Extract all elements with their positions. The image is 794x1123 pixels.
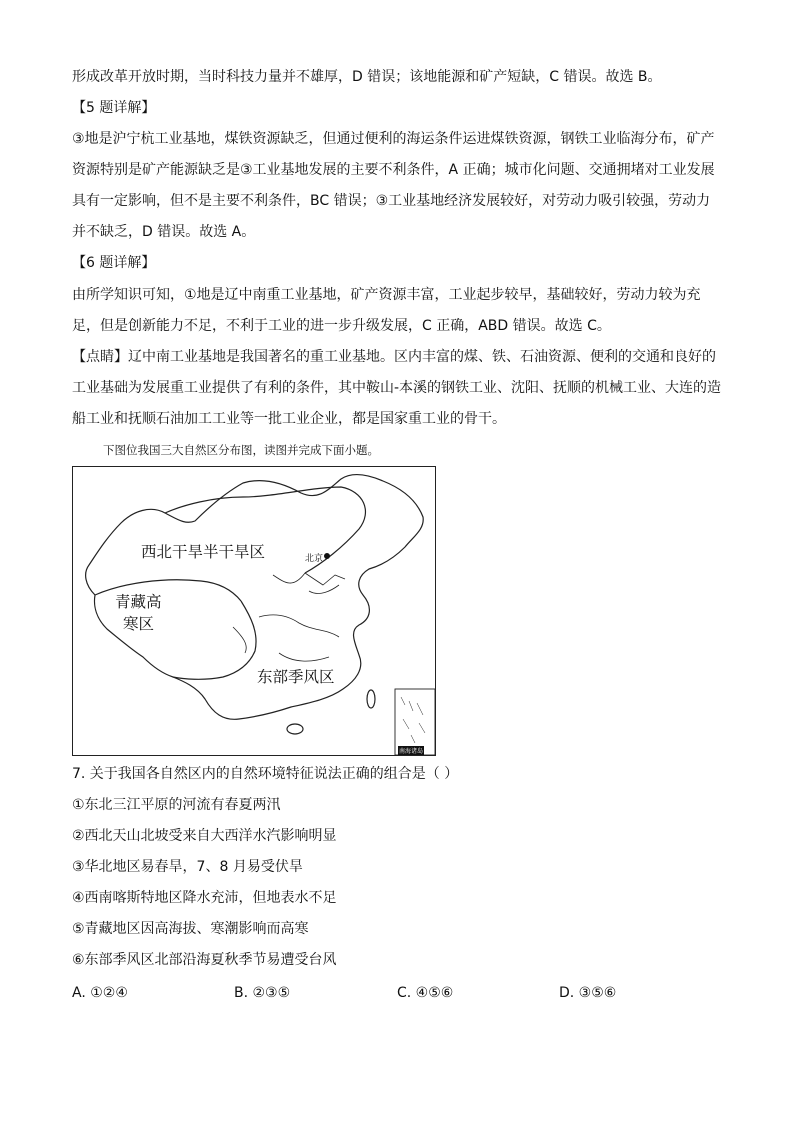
q5-explanation-line: 具有一定影响，但不是主要不利条件，BC 错误；③工业基地经济发展较好，对劳动力吸引较强，劳动力 bbox=[72, 193, 711, 209]
q5-explanation-line: 资源特别是矿产能源缺乏是③工业基地发展的主要不利条件，A 正确；城市化问题、交通拥堵对工业发展 bbox=[72, 162, 715, 178]
q5-explanation-line: ③地是沪宁杭工业基地，煤铁资源缺乏，但通过便利的海运条件运进煤铁资源，钢铁工业临海分布，矿产 bbox=[72, 131, 715, 147]
region-label-qinghai-tibet: 青藏高 bbox=[115, 593, 162, 611]
option-a[interactable]: A. ①②④ bbox=[72, 985, 128, 1001]
statement-item: ④西南喀斯特地区降水充沛，但地表水不足 bbox=[72, 890, 337, 906]
statement-item: ⑤青藏地区因高海拔、寒潮影响而高寒 bbox=[72, 921, 309, 937]
china-outline-drawing bbox=[73, 467, 435, 755]
answer-options bbox=[72, 983, 732, 1003]
map-caption: 下图位我国三大自然区分布图，读图并完成下面小题。 bbox=[103, 443, 379, 457]
china-natural-regions-map bbox=[72, 466, 436, 756]
statement-item: ③华北地区易春旱，7、8 月易受伏旱 bbox=[72, 859, 303, 875]
region-label-east-monsoon: 东部季风区 bbox=[257, 668, 335, 686]
q6-explanation-line: 足，但是创新能力不足，不利于工业的进一步升级发展，C 正确，ABD 错误。故选 C。 bbox=[72, 318, 611, 334]
tip-line: 船工业和抚顺石油加工工业等一批工业企业，都是国家重工业的骨干。 bbox=[72, 411, 506, 427]
option-c[interactable]: C. ④⑤⑥ bbox=[397, 985, 454, 1001]
statement-item: ②西北天山北坡受来自大西洋水汽影响明显 bbox=[72, 828, 337, 844]
q5-explanation-header: 【5 题详解】 bbox=[72, 100, 156, 116]
tip-line: 【点睛】辽中南工业基地是我国著名的重工业基地。区内丰富的煤、铁、石油资源、便利的交通和良好的 bbox=[72, 349, 716, 365]
question-stem: 7. 关于我国各自然区内的自然环境特征说法正确的组合是（ ） bbox=[72, 766, 459, 782]
option-b[interactable]: B. ②③⑤ bbox=[234, 985, 291, 1001]
beijing-dot bbox=[324, 553, 330, 559]
answer-text-line: 形成改革开放时期，当时科技力量并不雄厚，D 错误；该地能源和矿产短缺，C 错误。故选 B。 bbox=[72, 69, 662, 85]
q6-explanation-header: 【6 题详解】 bbox=[72, 255, 156, 271]
city-label-beijing: 北京 bbox=[305, 554, 324, 564]
q6-explanation-line: 由所学知识可知，①地是辽中南重工业基地，矿产资源丰富，工业起步较早，基础较好，劳动力较为充 bbox=[72, 287, 701, 303]
inset-label: 南海诸岛 bbox=[399, 748, 424, 755]
region-label-northwest: 西北干旱半干旱区 bbox=[141, 543, 266, 561]
statement-item: ①东北三江平原的河流有春夏两汛 bbox=[72, 797, 281, 813]
q5-explanation-line: 并不缺乏，D 错误。故选 A。 bbox=[72, 224, 256, 240]
tip-line: 工业基础为发展重工业提供了有利的条件，其中鞍山-本溪的钢铁工业、沈阳、抚顺的机械工业、大连的造 bbox=[72, 380, 722, 396]
region-label-qinghai-tibet: 寒区 bbox=[123, 615, 155, 633]
statement-item: ⑥东部季风区北部沿海夏秋季节易遭受台风 bbox=[72, 952, 337, 968]
option-d[interactable]: D. ③⑤⑥ bbox=[559, 985, 617, 1001]
